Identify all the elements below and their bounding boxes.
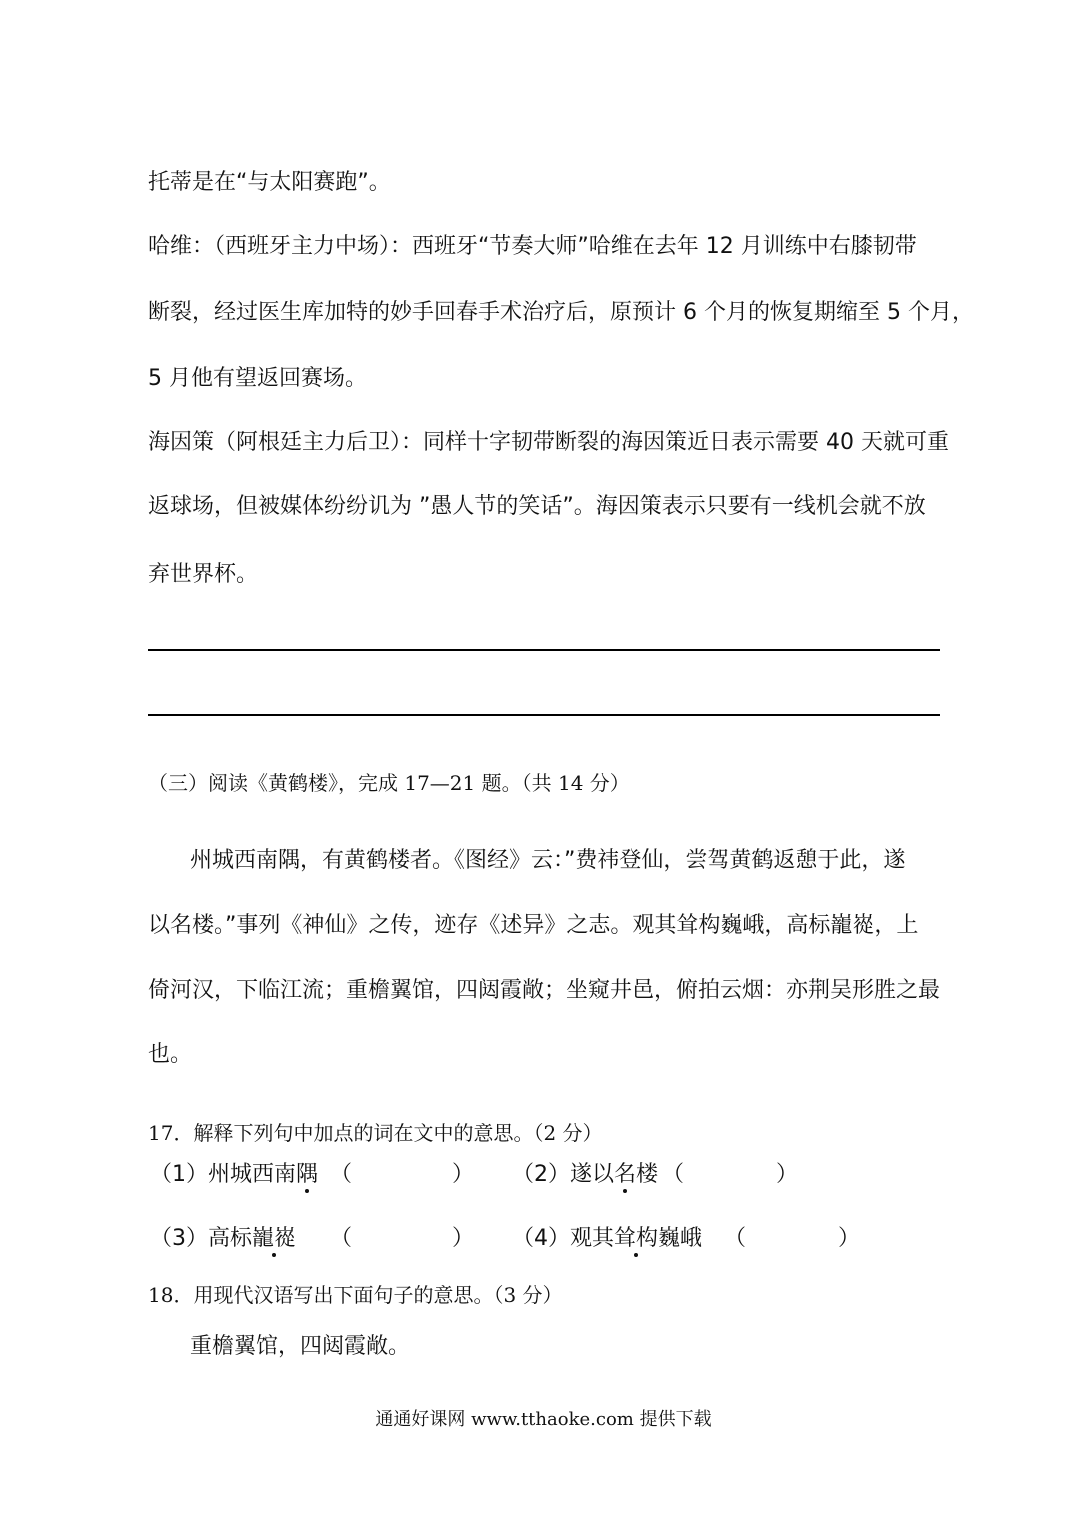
page-footer: 通通好课网 www.tthaoke.com 提供下载	[375, 1409, 712, 1430]
passage-line: 弃世界杯。	[148, 562, 259, 587]
answer-line	[148, 714, 940, 716]
passage-line: 断裂，经过医生库加特的妙手回春手术治疗后，原预计 6 个月的恢复期缩至 5 个月，	[148, 300, 974, 325]
classical-passage-line: 以名楼。”事列《神仙》之传，迹存《述异》之志。观其耸构巍峨，高标巃嵸，上	[148, 913, 919, 938]
passage-line: 哈维：（西班牙主力中场）：西班牙“节奏大师”哈维在去年 12 月训练中右膝韧带	[148, 234, 917, 259]
classical-passage-line: 州城西南隅，有黄鹤楼者。《图经》云：”费祎登仙，尝驾黄鹤返憩于此，遂	[190, 848, 906, 873]
q17-blank-2[interactable]: （ ）	[662, 1162, 799, 1187]
q17-item-3: （3）高标巃嵸	[150, 1226, 297, 1251]
answer-line	[148, 649, 940, 651]
classical-passage-line: 倚河汉，下临江流；重檐翼馆，四闼霞敞；坐窥井邑，俯拍云烟：亦荆吴形胜之最	[148, 978, 941, 1003]
q17-blank-4[interactable]: （ ）	[724, 1226, 861, 1251]
question-17-stem: 17．解释下列句中加点的词在文中的意思。（2 分）	[148, 1121, 603, 1145]
passage-line: 5 月他有望返回赛场。	[148, 366, 367, 391]
q17-item-4: （4）观其耸构巍峨	[512, 1226, 703, 1251]
q17-blank-1[interactable]: （ ）	[330, 1162, 475, 1187]
passage-line: 托蒂是在“与太阳赛跑”。	[148, 170, 391, 195]
q17-item-1: （1）州城西南隅	[150, 1162, 319, 1187]
q17-item-2: （2）遂以名楼	[512, 1162, 659, 1187]
classical-passage-line: 也。	[148, 1042, 193, 1067]
question-18-stem: 18．用现代汉语写出下面句子的意思。（3 分）	[148, 1283, 563, 1307]
q17-blank-3[interactable]: （ ）	[330, 1226, 475, 1251]
passage-line: 海因策（阿根廷主力后卫）：同样十字韧带断裂的海因策近日表示需要 40 天就可重	[148, 430, 949, 455]
passage-line: 返球场，但被媒体纷纷讥为 ”愚人节的笑话”。海因策表示只要有一线机会就不放	[148, 494, 926, 519]
question-18-sentence: 重檐翼馆，四闼霞敞。	[190, 1334, 411, 1359]
section-heading: （三）阅读《黄鹤楼》，完成 17—21 题。（共 14 分）	[148, 771, 630, 795]
